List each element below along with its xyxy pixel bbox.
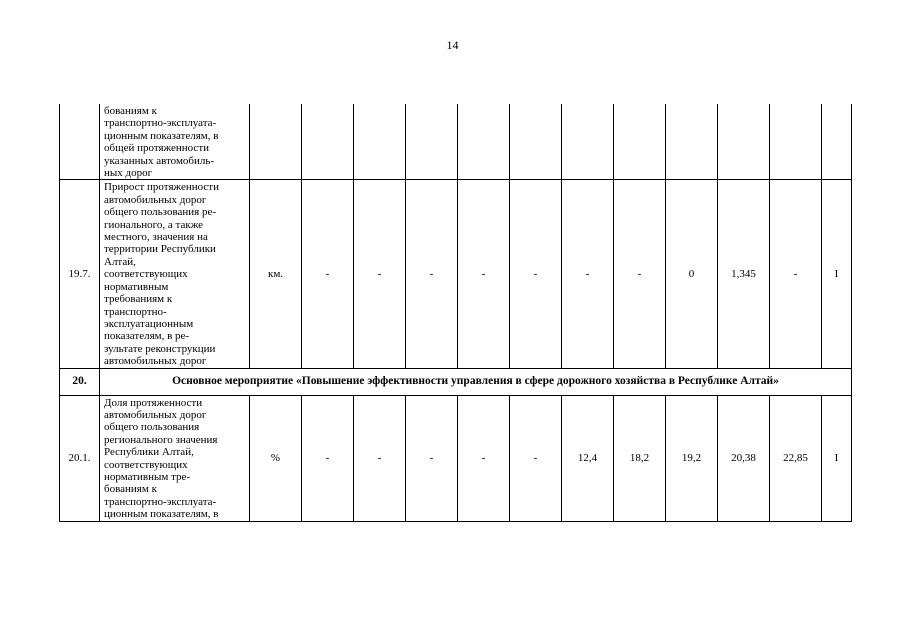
description-line: соответствующих xyxy=(104,268,188,281)
description-line: ционным показателям, в xyxy=(104,129,219,142)
value-cell: - xyxy=(458,180,510,368)
description-line: автомобильных дорог xyxy=(104,355,207,368)
description-line: ных дорог xyxy=(104,167,153,180)
value-cell: - xyxy=(510,180,562,368)
indicator-description xyxy=(100,395,250,521)
description-line: указанных автомобиль- xyxy=(104,154,215,167)
description-line: транспортно-эксплуата- xyxy=(104,117,217,130)
description-line: показателям, в ре- xyxy=(104,330,190,343)
description-line: бованиям к xyxy=(104,105,157,117)
description-line: общей протяженности xyxy=(104,142,210,155)
table-row xyxy=(60,180,852,368)
last-column-cell: I xyxy=(822,395,852,521)
row-number: 19.7. xyxy=(60,180,100,368)
value-cell xyxy=(614,104,666,180)
description-line: Прирост протяженности xyxy=(104,181,219,194)
value-cell: 1,345 xyxy=(718,180,770,368)
description-line: нормативным тре- xyxy=(104,470,191,483)
row-number: 20.1. xyxy=(60,395,100,521)
value-cell: - xyxy=(406,395,458,521)
value-cell: - xyxy=(614,180,666,368)
value-cell xyxy=(302,104,354,180)
description-line: транспортно- xyxy=(104,305,167,318)
indicators-table xyxy=(59,104,852,522)
value-cell: - xyxy=(354,180,406,368)
value-cell xyxy=(770,104,822,180)
value-cell: - xyxy=(562,180,614,368)
description-line: гионального, а также xyxy=(104,218,204,231)
value-cell xyxy=(562,104,614,180)
description-line: зультате реконструкции xyxy=(104,342,216,355)
unit-cell: % xyxy=(250,395,302,521)
value-cell: - xyxy=(354,395,406,521)
row-number: 20. xyxy=(60,368,100,395)
value-cell: 12,4 xyxy=(562,395,614,521)
value-cell: - xyxy=(510,395,562,521)
description-line: автомобильных дорог xyxy=(104,408,207,421)
description-line: Республики Алтай, xyxy=(104,446,194,459)
value-cell: 22,85 xyxy=(770,395,822,521)
table-row xyxy=(60,368,852,395)
row-number xyxy=(60,104,100,180)
description-line: эксплуатационным xyxy=(104,317,194,330)
value-cell: - xyxy=(458,395,510,521)
value-cell: 19,2 xyxy=(666,395,718,521)
description-line: общего пользования xyxy=(104,421,200,434)
description-line: бованиям к xyxy=(104,483,157,496)
value-cell: 18,2 xyxy=(614,395,666,521)
value-cell: - xyxy=(302,395,354,521)
description-line: транспортно-эксплуата- xyxy=(104,495,217,508)
value-cell xyxy=(718,104,770,180)
description-line: территории Республики xyxy=(104,243,216,256)
indicator-description xyxy=(100,180,250,368)
description-line: нормативным xyxy=(104,280,169,293)
indicator-description xyxy=(100,104,250,180)
section-title: Основное мероприятие «Повышение эффективности управления в сфере дорожного хозяйства в Республике Алтай» xyxy=(100,368,852,395)
value-cell xyxy=(510,104,562,180)
value-cell xyxy=(458,104,510,180)
description-line: соответствующих xyxy=(104,458,188,471)
description-line: регионального значения xyxy=(104,433,218,446)
description-line: ционным показателям, в xyxy=(104,508,219,521)
value-cell xyxy=(666,104,718,180)
unit-cell xyxy=(250,104,302,180)
description-line: автомобильных дорог xyxy=(104,193,207,206)
description-line: Доля протяженности xyxy=(104,396,203,409)
unit-cell: км. xyxy=(250,180,302,368)
value-cell: 20,38 xyxy=(718,395,770,521)
description-line: общего пользования ре- xyxy=(104,206,217,219)
last-column-cell: I xyxy=(822,180,852,368)
description-line: Алтай, xyxy=(104,255,136,268)
value-cell: - xyxy=(302,180,354,368)
value-cell xyxy=(354,104,406,180)
value-cell xyxy=(406,104,458,180)
description-line: местного, значения на xyxy=(104,231,208,244)
table-row xyxy=(60,104,852,180)
value-cell: 0 xyxy=(666,180,718,368)
value-cell: - xyxy=(406,180,458,368)
value-cell: - xyxy=(770,180,822,368)
page-number: 14 xyxy=(446,38,459,52)
last-column-cell xyxy=(822,104,852,180)
description-line: требованиям к xyxy=(104,293,173,306)
table-row xyxy=(60,395,852,521)
